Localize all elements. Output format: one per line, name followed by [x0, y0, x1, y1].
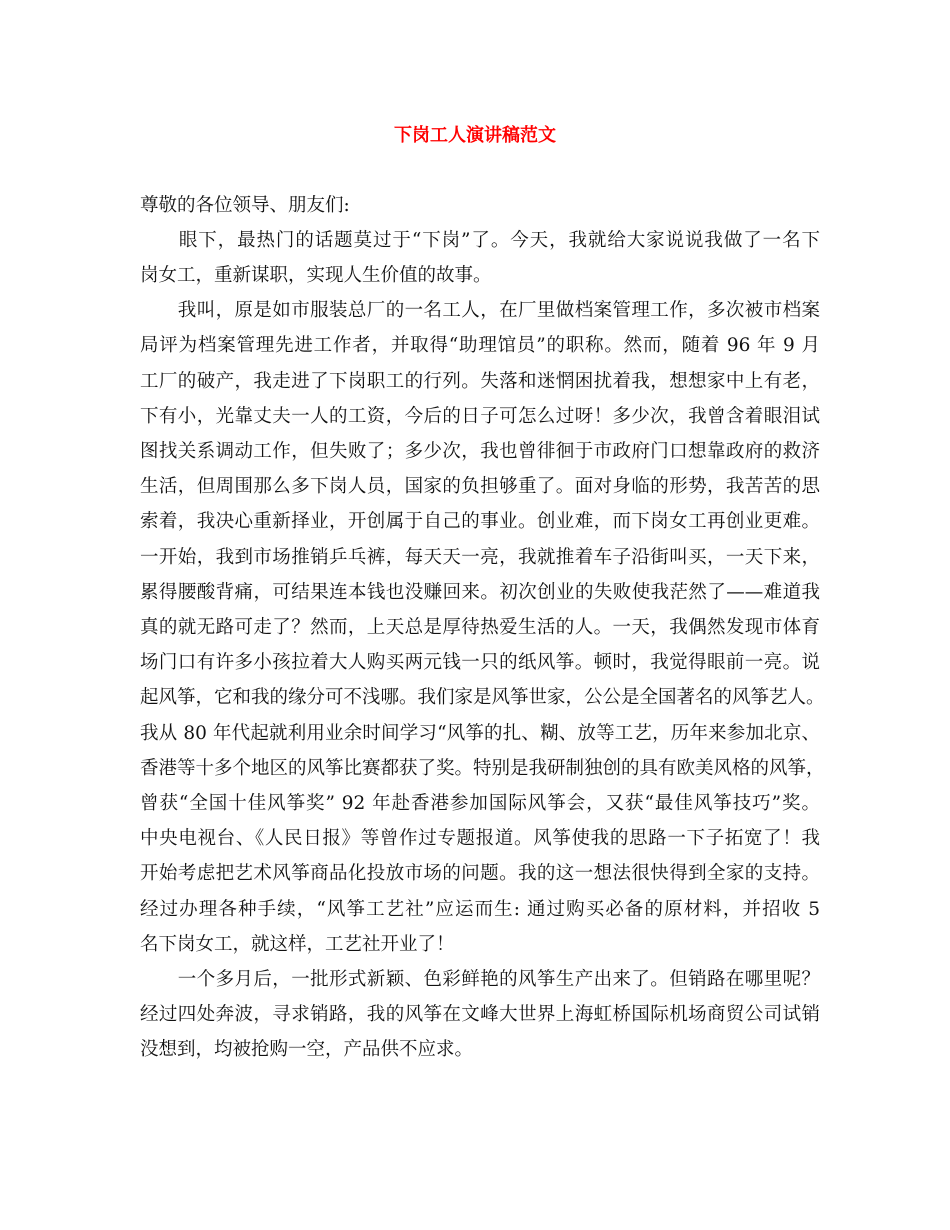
body-line: 局评为档案管理先进工作者，并取得“助理馆员”的职称。然而，随着 96 年 9 月 — [140, 335, 820, 356]
body-line: 图找关系调动工作，但失败了；多少次，我也曾徘徊于市政府门口想靠政府的救济 — [140, 441, 820, 462]
body-line: 名下岗女工，就这样，工艺社开业了！ — [140, 934, 455, 955]
body-line: 开始考虑把艺术风筝商品化投放市场的问题。我的这一想法很快得到全家的支持。 — [140, 863, 820, 884]
body-line: 中央电视台、《人民日报》等曾作过专题报道。风筝使我的思路一下子拓宽了！我 — [140, 828, 820, 849]
greeting-line: 尊敬的各位领导、朋友们: — [140, 195, 350, 216]
body-line: 工厂的破产，我走进了下岗职工的行列。失落和迷惘困扰着我，想想家中上有老， — [140, 371, 820, 392]
body-line: 生活，但周围那么多下岗人员，国家的负担够重了。面对身临的形势，我苦苦的思 — [140, 476, 820, 497]
body-line: 岗女工，重新谋职，实现人生价值的故事。 — [140, 265, 492, 286]
body-line: 眼下，最热门的话题莫过于“下岗”了。今天，我就给大家说说我做了一名下 — [140, 230, 820, 251]
body-line: 经过办理各种手续，“风筝工艺社”应运而生: 通过购买必备的原材料，并招收 5 — [140, 899, 820, 920]
body-line: 累得腰酸背痛，可结果连本钱也没赚回来。初次创业的失败使我茫然了——难道我 — [140, 582, 820, 603]
body-line: 真的就无路可走了？然而，上天总是厚待热爱生活的人。一天，我偶然发现市体育 — [140, 617, 820, 638]
body-line: 场门口有许多小孩拉着大人购买两元钱一只的纸风筝。顿时，我觉得眼前一亮。说 — [140, 652, 820, 673]
body-line: 曾获“全国十佳风筝奖” 92 年赴香港参加国际风筝会，又获“最佳风筝技巧”奖。 — [140, 793, 820, 814]
body-line: 香港等十多个地区的风筝比赛都获了奖。特别是我研制独创的具有欧美风格的风筝， — [140, 758, 825, 779]
body-line: 一个多月后，一批形式新颖、色彩鲜艳的风筝生产出来了。但销路在哪里呢？ — [140, 969, 820, 990]
body-line: 没想到，均被抢购一空，产品供不应求。 — [140, 1039, 474, 1060]
body-line: 一开始，我到市场推销乒乓裤，每天天一亮，我就推着车子沿街叫买，一天下来， — [140, 547, 820, 568]
body-line: 索着，我决心重新择业，开创属于自己的事业。创业难，而下岗女工再创业更难。 — [140, 511, 820, 532]
body-line: 起风筝，它和我的缘分可不浅哪。我们家是风筝世家，公公是全国著名的风筝艺人。 — [140, 687, 825, 708]
body-line: 我叫，原是如市服装总厂的一名工人，在厂里做档案管理工作，多次被市档案 — [140, 300, 820, 321]
body-line: 我从 80 年代起就利用业余时间学习“风筝的扎、糊、放等工艺，历年来参加北京、 — [140, 723, 820, 744]
body-line: 下有小，光靠丈夫一人的工资，今后的日子可怎么过呀！多少次，我曾含着眼泪试 — [140, 406, 820, 427]
document-title: 下岗工人演讲稿范文 — [394, 125, 556, 146]
body-line: 经过四处奔波，寻求销路，我的风筝在文峰大世界上海虹桥国际机场商贸公司试销 — [140, 1004, 820, 1025]
